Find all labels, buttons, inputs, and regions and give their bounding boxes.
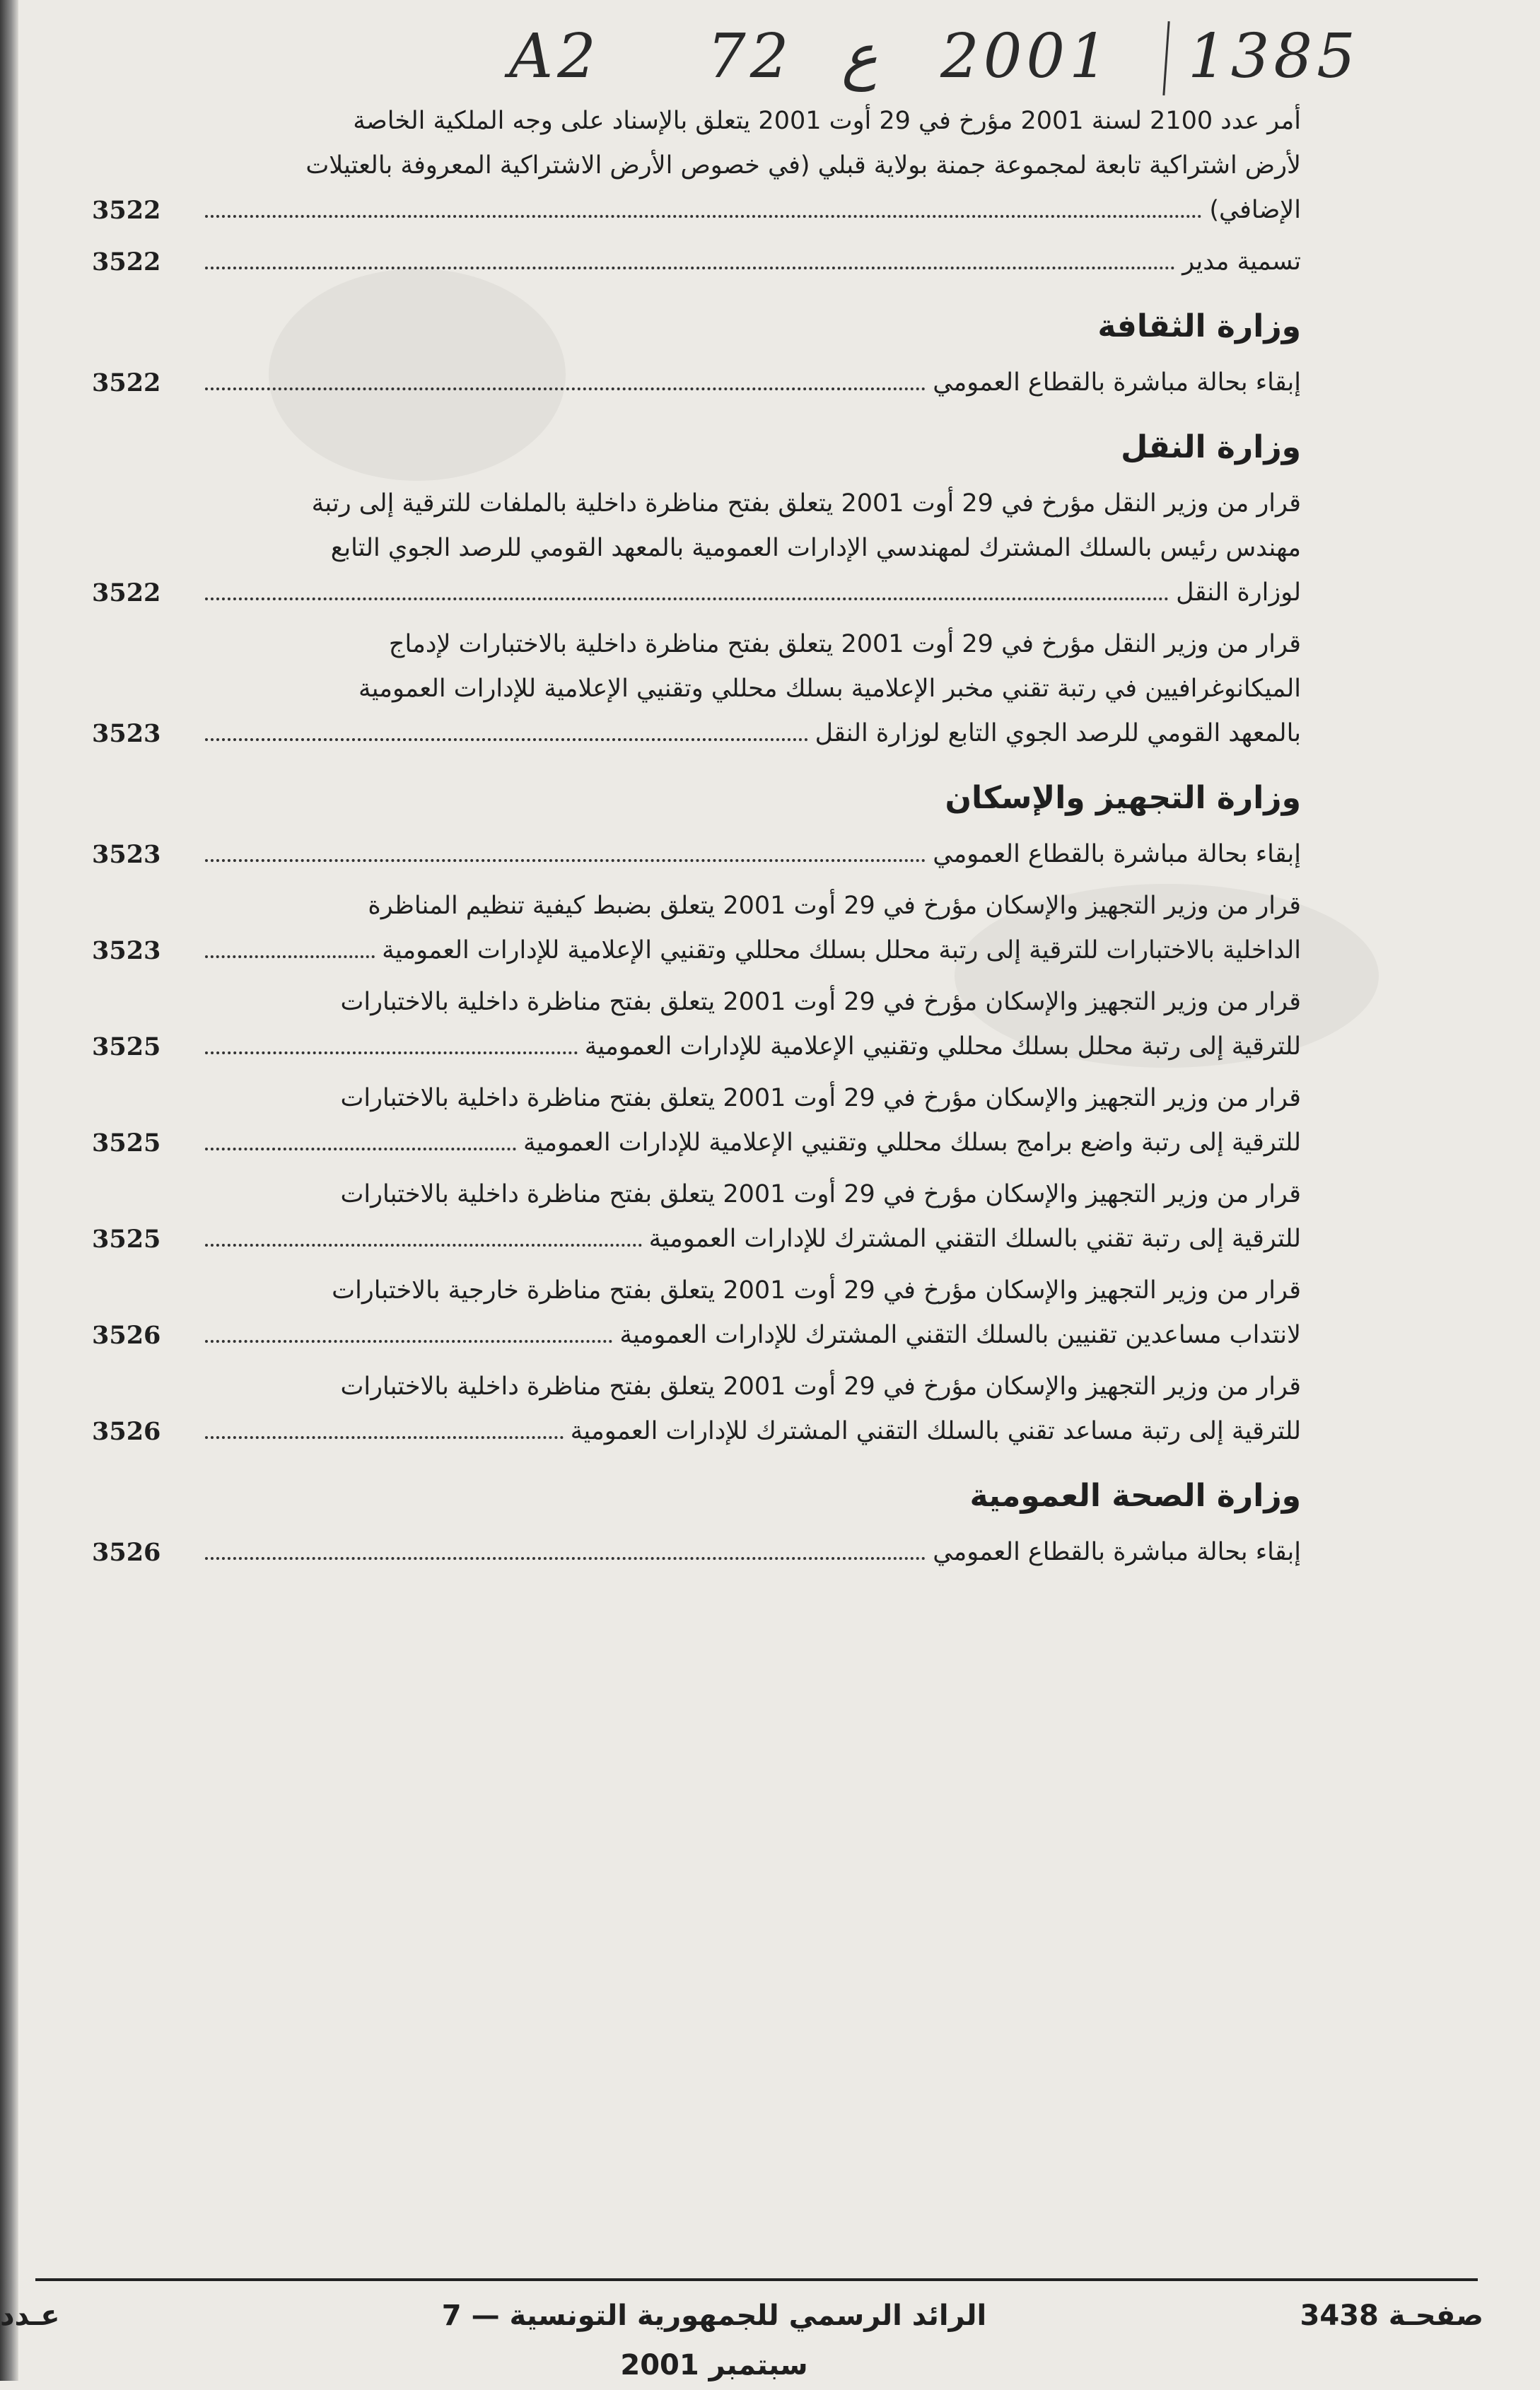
toc-entry[interactable] [92, 884, 1301, 973]
toc-entry[interactable] [92, 832, 1301, 877]
journal-title: الرائد الرسمي للجمهورية التونسية — 7 سبتمبر 2001 [441, 2299, 987, 2382]
dot-leader [205, 1339, 612, 1343]
dot-leader [205, 597, 1169, 600]
entry-page-number: 3522 [92, 247, 161, 276]
entry-text-line: أمر عدد 2100 لسنة 2001 مؤرخ في 29 أوت 2001 يتعلق بالإسناد على وجه الملكية الخاصة [353, 107, 1301, 135]
entry-last-line [198, 711, 1301, 756]
entry-page-number: 3526 [92, 1538, 161, 1567]
entry-page-number: 3522 [92, 196, 161, 225]
entry-text-line: قرار من وزير التجهيز والإسكان مؤرخ في 29 أوت 2001 يتعلق بفتح مناظرة خارجية بالاختبارات [332, 1276, 1301, 1305]
ministry-heading: وزارة النقل [1121, 429, 1301, 465]
entry-page-number: 3523 [92, 936, 161, 965]
entry-text-line: تسمية مدير [1182, 247, 1301, 276]
entry-last-line [198, 1313, 1301, 1358]
entry-text-line: مهندس رئيس بالسلك المشترك لمهندسي الإدارات العمومية بالمعهد القومي للرصد الجوي التابع [330, 534, 1301, 562]
dot-leader [205, 1147, 516, 1150]
entry-text-line: للترقية إلى رتبة محلل بسلك محللي وتقنيي الإعلامية للإدارات العمومية [584, 1032, 1301, 1061]
entry-page-number: 3525 [92, 1032, 161, 1061]
entry-text-line: قرار من وزير التجهيز والإسكان مؤرخ في 29 أوت 2001 يتعلق بضبط كيفية تنظيم المناظرة [368, 892, 1301, 920]
entry-text-line: للترقية إلى رتبة مساعد تقني بالسلك التقني المشترك للإدارات العمومية [570, 1417, 1301, 1445]
dot-leader [205, 1243, 642, 1247]
ministry-heading: وزارة الصحة العمومية [969, 1478, 1301, 1514]
toc-entry[interactable] [92, 1076, 1301, 1165]
entry-last-line [198, 1530, 1301, 1575]
dot-leader [205, 266, 1175, 269]
entry-page-number: 3525 [92, 1129, 161, 1158]
entry-text-line: إبقاء بحالة مباشرة بالقطاع العمومي [933, 368, 1301, 397]
dot-leader [205, 1556, 926, 1560]
entry-text-line: قرار من وزير النقل مؤرخ في 29 أوت 2001 يتعلق بفتح مناظرة داخلية بالملفات للترقية إلى رتبة [311, 489, 1301, 518]
page-footer [0, 2291, 1540, 2382]
handwritten-code: A2 [509, 21, 600, 92]
entry-last-line [198, 928, 1301, 973]
entry-last-line [198, 1025, 1301, 1069]
entry-text-line: للترقية إلى رتبة تقني بالسلك التقني المشترك للإدارات العمومية [648, 1225, 1301, 1253]
entry-page-number: 3523 [92, 840, 161, 869]
entry-text-line: قرار من وزير التجهيز والإسكان مؤرخ في 29 أوت 2001 يتعلق بفتح مناظرة داخلية بالاختبارات [340, 988, 1301, 1016]
toc-entry[interactable] [92, 980, 1301, 1069]
page-number: صفحـة 3438 [1300, 2299, 1483, 2332]
handwritten-letter: ع [841, 21, 878, 92]
toc-entry[interactable] [92, 240, 1301, 284]
issue-label: عـدد [0, 2299, 60, 2332]
toc-entry[interactable] [92, 99, 1301, 233]
entry-text-line: إبقاء بحالة مباشرة بالقطاع العمومي [933, 1538, 1301, 1566]
footer-rule [35, 2278, 1478, 2281]
dot-leader [205, 738, 808, 741]
entry-last-line [198, 1217, 1301, 1261]
entry-page-number: 3525 [92, 1225, 161, 1254]
toc-entry[interactable] [92, 1172, 1301, 1261]
entry-last-line [198, 1409, 1301, 1454]
entry-text-line: قرار من وزير النقل مؤرخ في 29 أوت 2001 يتعلق بفتح مناظرة داخلية بالاختبارات لإدماج [388, 630, 1301, 658]
entry-last-line [198, 832, 1301, 877]
toc-entry[interactable] [92, 622, 1301, 756]
dot-leader [205, 387, 926, 390]
entry-page-number: 3526 [92, 1417, 161, 1446]
entry-text-line: بالمعهد القومي للرصد الجوي التابع لوزارة النقل [815, 719, 1301, 747]
entry-last-line [198, 1121, 1301, 1165]
table-of-contents [92, 99, 1301, 1575]
entry-last-line [198, 361, 1301, 405]
handwritten-year: 2001 [940, 21, 1112, 92]
entry-text-line: قرار من وزير التجهيز والإسكان مؤرخ في 29 أوت 2001 يتعلق بفتح مناظرة داخلية بالاختبارات [340, 1372, 1301, 1401]
toc-entry[interactable] [92, 1530, 1301, 1575]
entry-text-line: الداخلية بالاختبارات للترقية إلى رتبة محلل بسلك محللي وتقنيي الإعلامية للإدارات العمومية [382, 936, 1301, 964]
entry-last-line [198, 571, 1301, 615]
toc-entry[interactable] [92, 1269, 1301, 1358]
entry-last-line [198, 240, 1301, 284]
entry-last-line [198, 188, 1301, 233]
ministry-heading: وزارة التجهيز والإسكان [945, 780, 1301, 816]
toc-entry[interactable] [92, 1365, 1301, 1454]
dot-leader [205, 1051, 578, 1054]
entry-page-number: 3522 [92, 368, 161, 397]
handwritten-reference: 1385 [1188, 21, 1360, 92]
dot-leader [205, 858, 926, 862]
entry-text-line: قرار من وزير التجهيز والإسكان مؤرخ في 29 أوت 2001 يتعلق بفتح مناظرة داخلية بالاختبارات [340, 1180, 1301, 1208]
entry-page-number: 3523 [92, 719, 161, 748]
toc-entry[interactable] [92, 482, 1301, 615]
entry-text-line: لانتداب مساعدين تقنيين بالسلك التقني المشترك للإدارات العمومية [619, 1321, 1301, 1349]
handwritten-annotation [509, 21, 1400, 106]
entry-text-line: للترقية إلى رتبة واضع برامج بسلك محللي وتقنيي الإعلامية للإدارات العمومية [523, 1129, 1301, 1157]
entry-text-line: الإضافي) [1209, 196, 1301, 224]
handwritten-number: 72 [707, 21, 793, 92]
toc-entry[interactable] [92, 361, 1301, 405]
entry-text-line: إبقاء بحالة مباشرة بالقطاع العمومي [933, 840, 1301, 868]
entry-page-number: 3522 [92, 578, 161, 607]
entry-text-line: لأرض اشتراكية تابعة لمجموعة جمنة بولاية قبلي (في خصوص الأرض الاشتراكية المعروفة بالعتيلات [305, 151, 1301, 180]
entry-text-line: لوزارة النقل [1176, 578, 1301, 607]
dot-leader [205, 1435, 564, 1439]
ministry-heading: وزارة الثقافة [1097, 308, 1301, 344]
entry-text-line: قرار من وزير التجهيز والإسكان مؤرخ في 29 أوت 2001 يتعلق بفتح مناظرة داخلية بالاختبارات [340, 1084, 1301, 1112]
entry-text-line: الميكانوغرافيين في رتبة تقني مخبر الإعلامية بسلك محللي وتقنيي الإعلامية للإدارات العمومية [358, 675, 1301, 703]
dot-leader [205, 955, 375, 958]
scan-edge-shadow [0, 0, 18, 2381]
entry-page-number: 3526 [92, 1321, 161, 1350]
dot-leader [205, 214, 1202, 218]
